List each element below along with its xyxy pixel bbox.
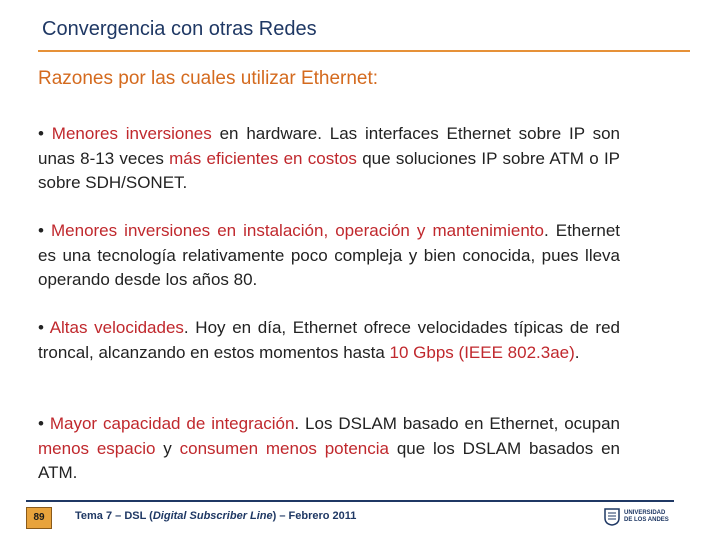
bullet-3: • Altas velocidades. Hoy en día, Ethernet ofrece velocidades típicas de red troncal, alcanzando en estos momentos hasta 10 Gbps (IEEE 802.3ae). xyxy=(38,318,620,362)
footer-divider xyxy=(26,500,674,502)
bullet-4: • Mayor capacidad de integración. Los DSLAM basado en Ethernet, ocupan menos espacio y consumen menos potencia que los DSLAM basados en ATM. xyxy=(38,414,620,482)
logo-line-1: UNIVERSIDAD xyxy=(624,510,666,516)
university-crest-icon xyxy=(604,508,620,526)
slide-subtitle: Razones por las cuales utilizar Ethernet: xyxy=(38,68,379,89)
bullet-1: • Menores inversiones en hardware. Las interfaces Ethernet sobre IP son unas 8-13 veces más eficientes en costos que soluciones IP sobre ATM o IP sobre SDH/SONET. xyxy=(38,124,621,192)
university-logo xyxy=(604,506,670,528)
footer-caption: Tema 7 – DSL (Digital Subscriber Line) – Febrero 2011 xyxy=(75,510,357,522)
bullet-2: • Menores inversiones en instalación, operación y mantenimiento. Ethernet es una tecnología relativamente poco compleja y bien conocida, pues lleva operando desde los años 80. xyxy=(38,221,620,289)
title-divider xyxy=(38,50,690,52)
logo-line-2: DE LOS ANDES xyxy=(624,517,669,523)
page-number: 89 xyxy=(26,507,52,529)
slide-title: Convergencia con otras Redes xyxy=(42,18,317,40)
